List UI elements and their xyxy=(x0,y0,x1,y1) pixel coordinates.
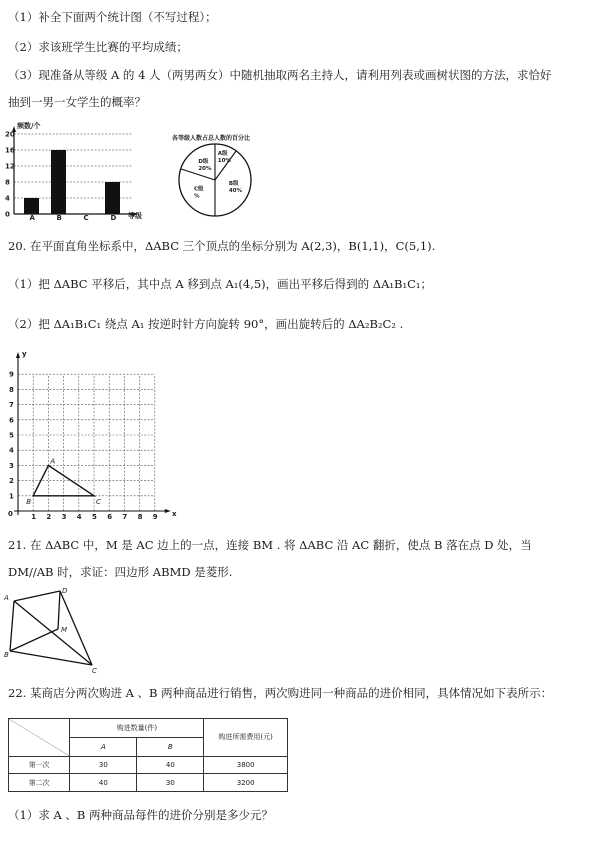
q19-line-1: （1）补全下面两个统计图（不写过程）； xyxy=(8,10,217,24)
q20-line-2: （1）把 ΔABC 平移后，其中点 A 移到点 A₁(4,5)，画出平移后得到的 ΔA₁B₁C₁； xyxy=(8,277,432,291)
rhombus-figure xyxy=(2,585,112,675)
grid-ytick-label: 4 xyxy=(9,446,14,455)
point-a-label: A xyxy=(50,457,56,466)
pie-slice-pct: 20% xyxy=(198,165,212,172)
rhombus-label-a: A xyxy=(4,594,9,602)
grid-ytick-label: 1 xyxy=(9,492,14,501)
q20-line-1: 20. 在平面直角坐标系中，ΔABC 三个顶点的坐标分别为 A(2,3)，B(1,1)，C(5,1). xyxy=(8,239,436,253)
pie-slice-name: A级 xyxy=(217,151,228,158)
table-header-a: A xyxy=(70,737,137,756)
q19-line-2: （2）求该班学生比赛的平均成绩； xyxy=(8,40,188,54)
segment-ac xyxy=(14,601,92,665)
grid-xtick-label: 7 xyxy=(122,513,128,521)
bar-chart xyxy=(4,120,154,220)
q21-line-1: 21. 在 ΔABC 中，M 是 AC 边上的一点，连接 BM . 将 ΔABC 沿 AC 翻折，使点 B 落在点 D 处，当 xyxy=(8,538,532,552)
grid-ytick-label: 5 xyxy=(9,431,14,440)
bar-A xyxy=(24,198,39,214)
bar-ylabel: 频数/个 xyxy=(17,122,41,130)
bar-ytick-label: 4 xyxy=(5,194,10,203)
segment-ad xyxy=(14,591,60,601)
grid-axis-x-label: x xyxy=(172,510,177,518)
grid-ytick-label: 2 xyxy=(9,477,14,486)
table-header-qty: 购进数量(件) xyxy=(70,719,204,738)
pie-slice-name: C级 xyxy=(193,186,204,193)
q21-line-2: DM//AB 时，求证：四边形 ABMD 是菱形. xyxy=(8,565,233,579)
pie-slice-name: B级 xyxy=(228,181,239,188)
bar-xlabel: 等级 xyxy=(128,212,142,220)
rhombus-label-b: B xyxy=(4,651,9,659)
grid-ytick-label: 8 xyxy=(9,385,14,394)
row-b: 40 xyxy=(137,756,204,774)
table-row xyxy=(9,774,288,792)
grid-xtick-label: 1 xyxy=(31,513,37,521)
pie-slice-pct: % xyxy=(193,193,200,200)
row-label: 第二次 xyxy=(9,774,70,792)
table-header-cost: 购进所需费用(元) xyxy=(204,719,288,757)
rhombus-label-c: C xyxy=(92,667,97,675)
grid-xtick-label: 9 xyxy=(152,513,158,521)
table-row xyxy=(9,756,288,774)
pie-title: 各等级人数占总人数的百分比 xyxy=(172,135,251,142)
row-a: 30 xyxy=(70,756,137,774)
bar-ytick-label: 0 xyxy=(5,210,10,219)
q22-line-2: （1）求 A 、B 两种商品每件的进价分别是多少元？ xyxy=(8,808,274,822)
segment-dm xyxy=(58,591,60,629)
rhombus-label-m: M xyxy=(61,626,68,634)
rhombus-label-d: D xyxy=(62,587,68,595)
bar-B xyxy=(51,150,66,214)
row-cost: 3200 xyxy=(204,774,288,792)
bar-ytick-label: 8 xyxy=(5,178,10,187)
coordinate-grid xyxy=(4,348,184,526)
bar-ytick-label: 20 xyxy=(5,130,15,139)
table-diagonal xyxy=(9,719,69,756)
grid-origin-label: 0 xyxy=(8,510,13,518)
point-c-label: C xyxy=(96,497,101,506)
grid-ytick-label: 3 xyxy=(9,461,14,470)
grid-xtick-label: 2 xyxy=(46,513,52,521)
grid-axis-y-label: y xyxy=(22,350,27,358)
grid-xtick-label: 5 xyxy=(92,513,97,521)
row-cost: 3800 xyxy=(204,756,288,774)
row-b: 30 xyxy=(137,774,204,792)
pie-slice-name: D级 xyxy=(198,158,209,165)
grid-ytick-label: 7 xyxy=(9,401,14,410)
pie-slice-pct: 40% xyxy=(228,188,243,195)
bar-ytick-label: 12 xyxy=(5,162,15,171)
q22-line-1: 22. 某商店分两次购进 A 、B 两种商品进行销售，两次购进同一种商品的进价相同，具体情况如下表所示： xyxy=(8,686,553,700)
table-header-b: B xyxy=(137,737,204,756)
grid-xtick-label: 8 xyxy=(137,513,143,521)
pie-chart xyxy=(168,128,283,220)
q20-line-3: （2）把 ΔA₁B₁C₁ 绕点 A₁ 按逆时针方向旋转 90°，画出旋转后的 ΔA₂B₂C₂ . xyxy=(8,317,404,331)
point-b-label: B xyxy=(26,497,32,506)
row-a: 40 xyxy=(70,774,137,792)
grid-xtick-label: 4 xyxy=(76,513,82,521)
bar-category-label: B xyxy=(56,214,62,220)
grid-ytick-label: 9 xyxy=(9,370,14,379)
grid-xtick-label: 3 xyxy=(61,513,67,521)
segment-ab xyxy=(10,601,14,651)
grid-y-arrow xyxy=(16,352,20,358)
bar-D xyxy=(105,182,120,214)
row-label: 第一次 xyxy=(9,756,70,774)
bar-ytick-label: 16 xyxy=(5,146,15,155)
bar-category-label: A xyxy=(29,214,35,220)
pie-slice-pct: 10% xyxy=(217,158,231,165)
q19-line-3: （3）现准备从等级 A 的 4 人（两男两女）中随机抽取两名主持人，请利用列表或画树状图的方法，求恰好 xyxy=(8,68,552,82)
grid-x-arrow xyxy=(165,509,171,513)
bar-category-label: C xyxy=(83,214,89,220)
grid-ytick-label: 6 xyxy=(9,416,14,425)
table-corner-cell xyxy=(9,719,70,757)
segment-bm xyxy=(10,629,58,651)
purchase-table xyxy=(8,718,288,792)
bar-category-label: D xyxy=(110,214,117,220)
q19-line-4: 抽到一男一女学生的概率？ xyxy=(8,95,146,109)
segment-bc xyxy=(10,651,92,665)
grid-xtick-label: 6 xyxy=(107,513,113,521)
